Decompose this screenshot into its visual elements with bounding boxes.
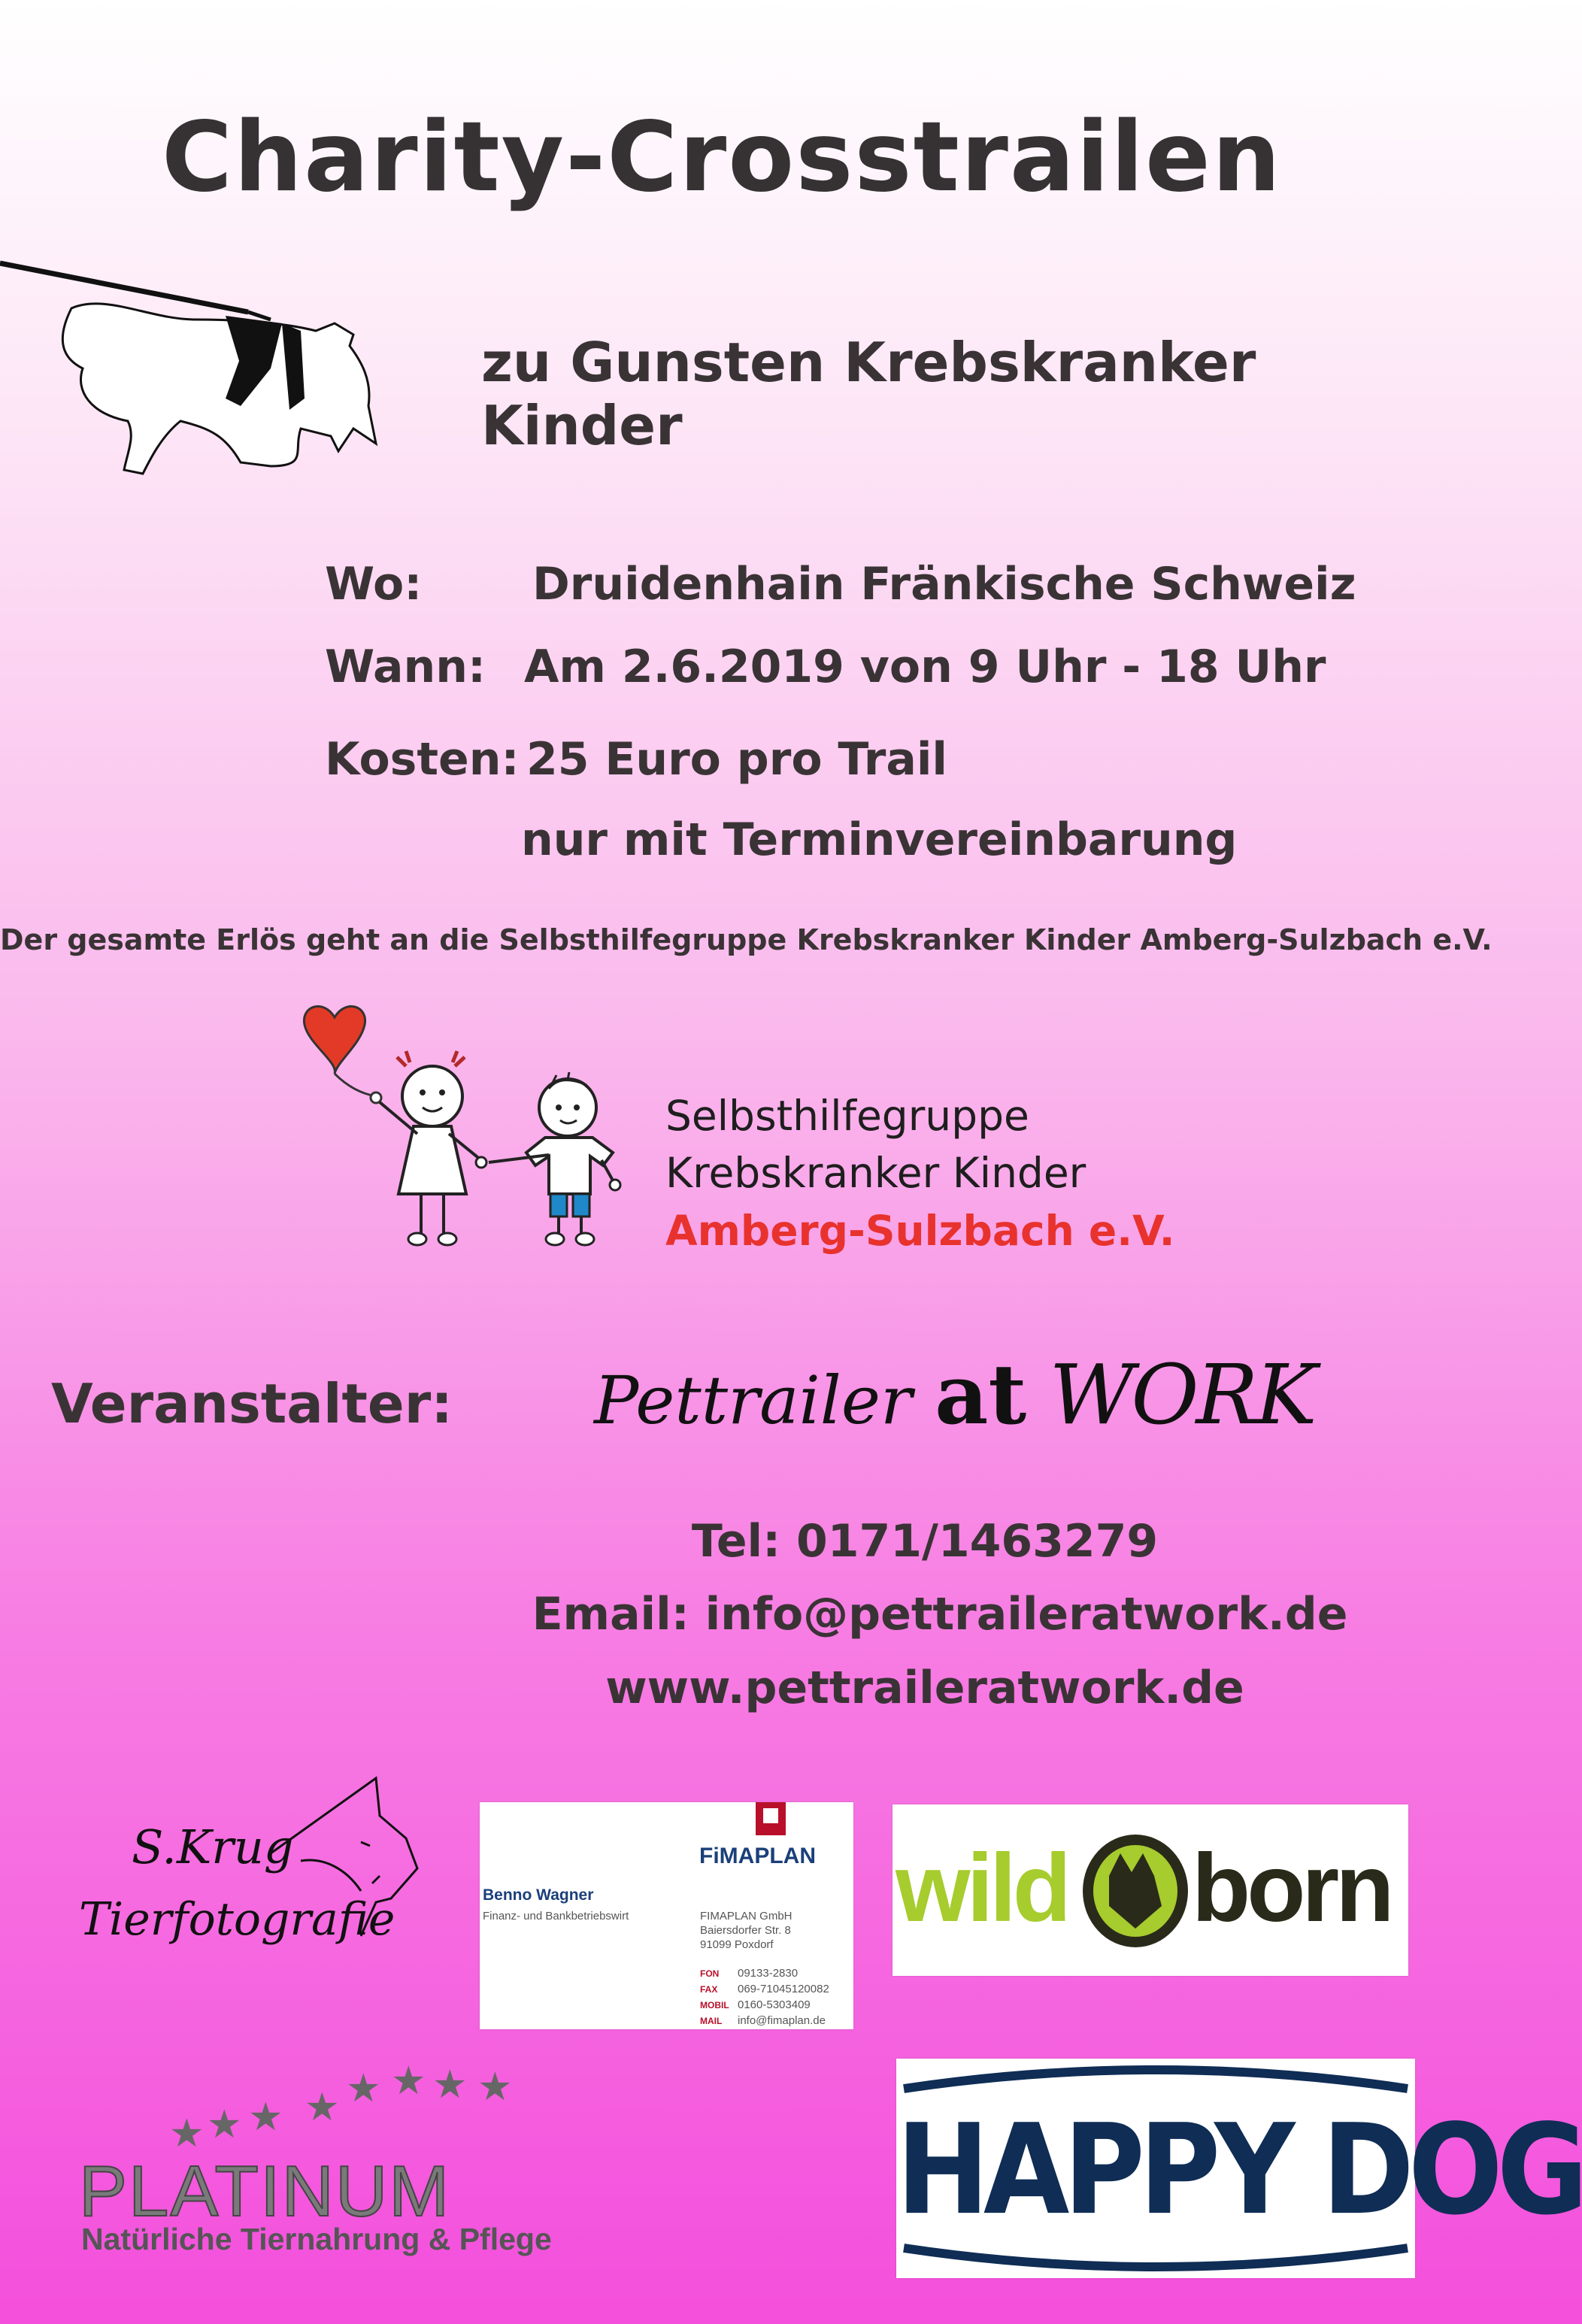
- cost-note: nur mit Terminvereinbarung: [521, 814, 1238, 866]
- cost-value: 25 Euro pro Trail: [526, 733, 947, 786]
- photographer-name: S.Krug: [132, 1820, 294, 1874]
- card-street: Baiersdorfer Str. 8: [700, 1924, 791, 1937]
- card-fax: 069-71045120082: [738, 1983, 829, 1995]
- beneficiary-line-1: Selbsthilfegruppe: [665, 1092, 1029, 1140]
- card-mobil-label: MOBIL: [700, 2000, 729, 2010]
- organizer-brand-part-3: WORK: [1049, 1347, 1314, 1443]
- organizer-brand-part-2: at: [935, 1346, 1027, 1443]
- organizer-brand-part-1: Pettrailer: [594, 1362, 913, 1439]
- dog-on-leash-illustration: [0, 248, 391, 474]
- card-name: Benno Wagner: [483, 1886, 594, 1904]
- wildborn-text-part-1: wild: [896, 1835, 1068, 1942]
- happydog-text: HAPPY DOG: [896, 2097, 1582, 2243]
- svg-text:★: ★: [169, 2111, 205, 2156]
- svg-text:★: ★: [391, 2059, 426, 2104]
- card-city: 91099 Poxdorf: [700, 1938, 774, 1951]
- svg-text:★: ★: [346, 2066, 381, 2111]
- contact-email[interactable]: Email: info@pettraileratwork.de: [532, 1588, 1348, 1641]
- card-fon: 09133-2830: [738, 1967, 799, 1980]
- contact-website[interactable]: www.pettraileratwork.de: [605, 1662, 1244, 1714]
- svg-text:★: ★: [248, 2095, 283, 2140]
- card-role: Finanz- und Bankbetriebswirt: [483, 1910, 629, 1923]
- svg-text:★: ★: [432, 2062, 468, 2107]
- svg-text:★: ★: [477, 2065, 513, 2110]
- beneficiary-line-3: Amberg-Sulzbach e.V.: [665, 1207, 1175, 1255]
- wolf-head-icon: [1079, 1831, 1192, 1951]
- event-title: Charity-Crosstrailen: [162, 102, 1282, 214]
- fimaplan-logo: FiMAPLAN: [699, 1844, 816, 1868]
- proceeds-note: Der gesamte Erlös geht an die Selbsthilfegruppe Krebskranker Kinder Amberg-Sulzbach e.V.: [0, 923, 1493, 956]
- fimaplan-business-card: [480, 1802, 853, 2029]
- event-subtitle: zu Gunsten Krebskranker Kinder: [481, 331, 1256, 457]
- children-heart-illustration: [293, 991, 654, 1269]
- where-value: Druidenhain Fränkische Schweiz: [532, 558, 1356, 611]
- card-fax-label: FAX: [700, 1984, 718, 1995]
- contact-phone: Tel: 0171/1463279: [691, 1515, 1159, 1568]
- cost-label: Kosten:: [325, 733, 520, 786]
- card-company: FIMAPLAN GmbH: [700, 1910, 793, 1923]
- card-mail: info@fimaplan.de: [738, 2014, 826, 2027]
- card-fon-label: FON: [700, 1968, 720, 1979]
- wildborn-text-part-2: born: [1192, 1835, 1391, 1942]
- svg-text:★: ★: [305, 2085, 340, 2130]
- where-label: Wo:: [325, 558, 423, 611]
- card-mail-label: MAIL: [700, 2016, 723, 2026]
- photographer-tagline: Tierfotografie: [79, 1893, 396, 1946]
- organizer-label: Veranstalter:: [51, 1372, 453, 1435]
- organizer-brand-logo: [594, 1346, 1314, 1451]
- card-mobil: 0160-5303409: [738, 1998, 811, 2011]
- svg-text:★: ★: [207, 2102, 242, 2147]
- when-value: Am 2.6.2019 von 9 Uhr - 18 Uhr: [524, 641, 1326, 693]
- wildborn-logo: [893, 1804, 1408, 1976]
- platinum-logo: PLATINUM: [79, 2151, 451, 2232]
- beneficiary-line-2: Krebskranker Kinder: [665, 1149, 1086, 1197]
- platinum-stars-arc: [147, 2056, 568, 2154]
- happydog-logo: [896, 2059, 1582, 2278]
- when-label: Wann:: [325, 641, 486, 693]
- platinum-tagline: Natürliche Tiernahrung & Pflege: [81, 2222, 552, 2256]
